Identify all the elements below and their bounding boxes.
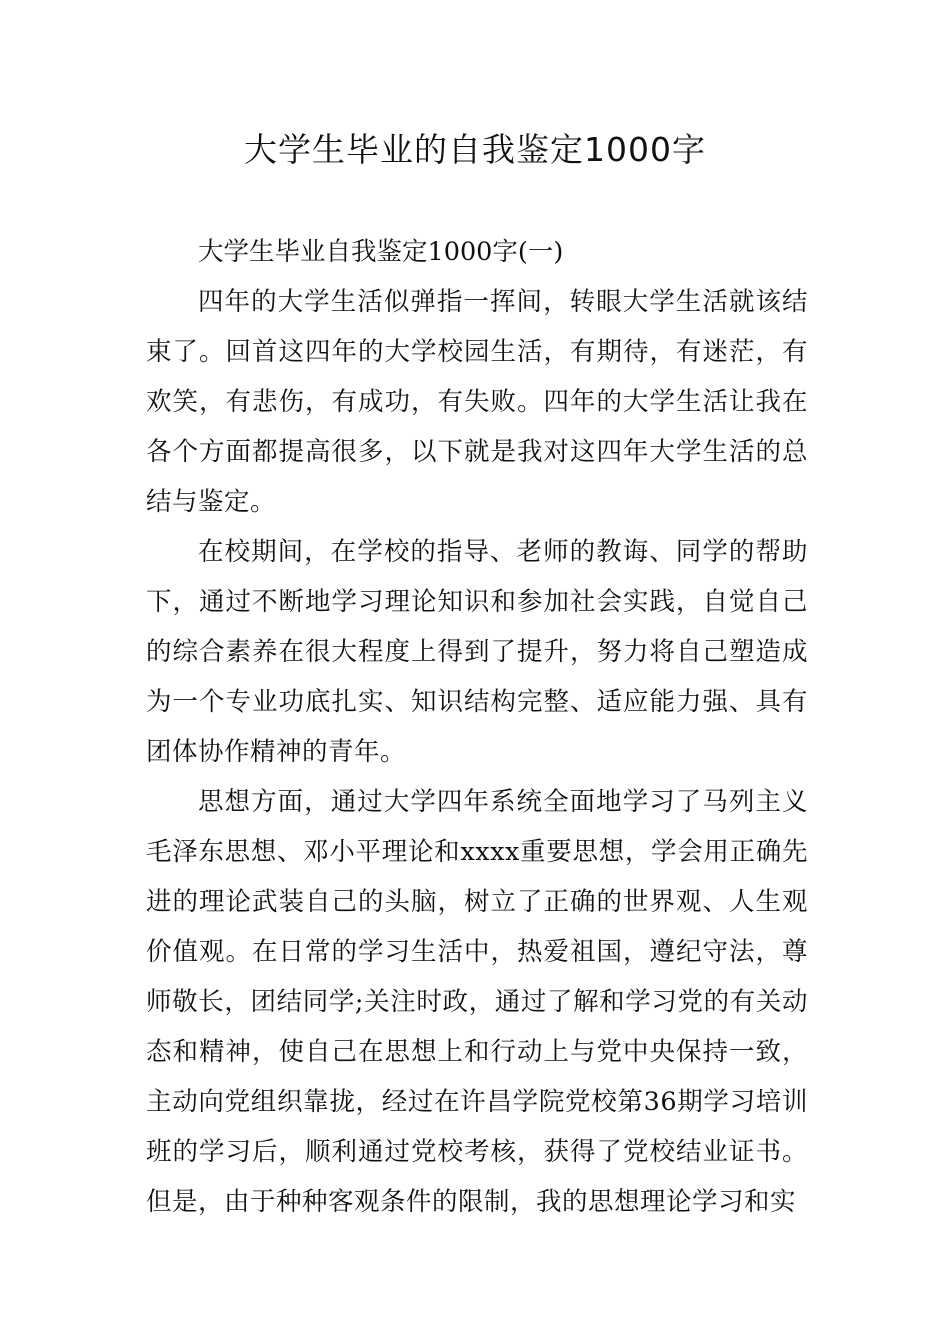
document-title: 大学生毕业的自我鉴定1000字	[244, 130, 706, 169]
section-heading: 大学生毕业自我鉴定1000字(一)	[198, 237, 564, 267]
paragraph-school-period: 在校期间，在学校的指导、老师的教诲、同学的帮助下，通过不断地学习理论知识和参加社会实践，自觉自己的综合素养在很大程度上得到了提升，努力将自己塑造成为一个专业功底扎实、知识结构完整、适应能力强、具有团体协作精神的青年。	[146, 537, 808, 767]
document-body	[146, 227, 808, 1227]
paragraph-ideology: 思想方面，通过大学四年系统全面地学习了马列主义毛泽东思想、邓小平理论和xxxx重要思想，学会用正确先进的理论武装自己的头脑，树立了正确的世界观、人生观价值观。在日常的学习生活中，热爱祖国，遵纪守法，尊师敬长，团结同学;关注时政，通过了解和学习党的有关动态和精神，使自己在思想上和行动上与党中央保持一致，主动向党组织靠拢，经过在许昌学院党校第36期学习培训班的学习后，顺利通过党校考核，获得了党校结业证书。但是，由于种种客观条件的限制，我的思想理论学习和实	[146, 787, 808, 1217]
paragraph-intro: 四年的大学生活似弹指一挥间，转眼大学生活就该结束了。回首这四年的大学校园生活，有期待，有迷茫，有欢笑，有悲伤，有成功，有失败。四年的大学生活让我在各个方面都提高很多，以下就是我对这四年大学生活的总结与鉴定。	[146, 287, 808, 517]
